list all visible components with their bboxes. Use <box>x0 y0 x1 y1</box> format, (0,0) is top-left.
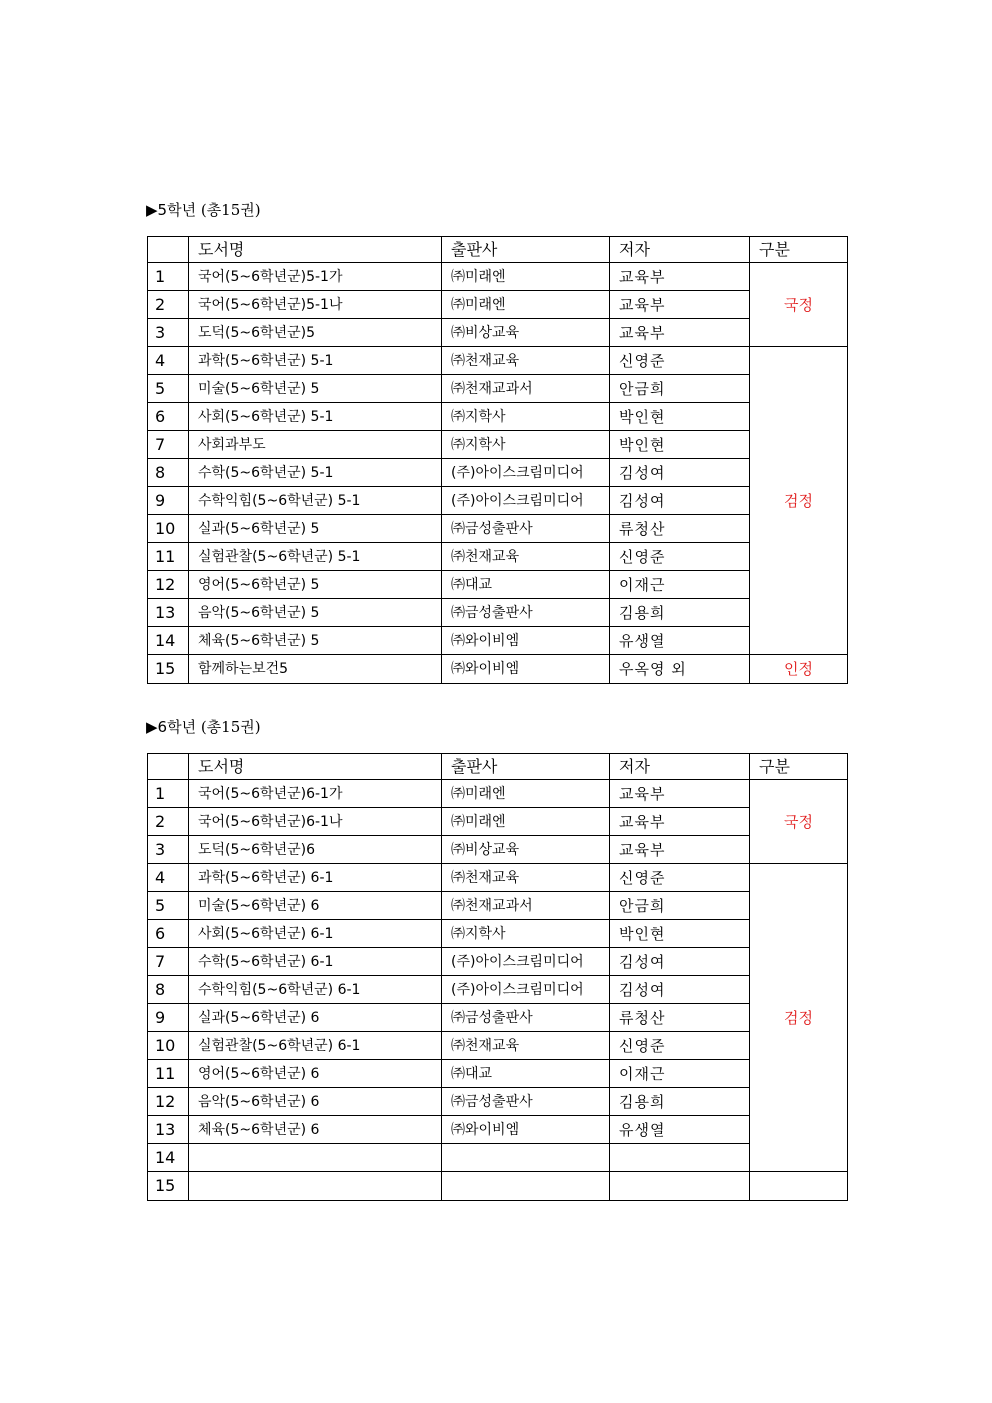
table-row <box>148 920 848 948</box>
book-publisher: ㈜지학사 <box>442 403 610 431</box>
book-author: 김성여 <box>610 487 750 515</box>
book-author: 김성여 <box>610 948 750 976</box>
table-row <box>148 403 848 431</box>
book-title: 음악(5~6학년군) 6 <box>189 1088 442 1116</box>
book-author: 김성여 <box>610 976 750 1004</box>
table-row <box>148 655 848 684</box>
row-number: 12 <box>148 1088 189 1116</box>
book-publisher: ㈜금성출판사 <box>442 1088 610 1116</box>
row-number: 4 <box>148 347 189 375</box>
book-author: 이재근 <box>610 571 750 599</box>
table-row <box>148 515 848 543</box>
book-author: 교육부 <box>610 836 750 864</box>
book-author: 교육부 <box>610 780 750 808</box>
row-number: 6 <box>148 403 189 431</box>
row-number: 13 <box>148 599 189 627</box>
book-publisher: ㈜지학사 <box>442 920 610 948</box>
table-row <box>148 487 848 515</box>
book-title: 사회(5~6학년군) 5-1 <box>189 403 442 431</box>
book-author: 김성여 <box>610 459 750 487</box>
table-row <box>148 1116 848 1144</box>
book-publisher: ㈜대교 <box>442 1060 610 1088</box>
table-row <box>148 948 848 976</box>
book-publisher: (주)아이스크림미디어 <box>442 948 610 976</box>
row-number: 3 <box>148 319 189 347</box>
book-author: 류청산 <box>610 1004 750 1032</box>
book-publisher: ㈜천재교육 <box>442 543 610 571</box>
book-title: 국어(5~6학년군)5-1가 <box>189 263 442 291</box>
book-publisher: ㈜비상교육 <box>442 836 610 864</box>
header-number <box>148 237 189 263</box>
book-author: 우옥영 외 <box>610 655 750 684</box>
table-row <box>148 459 848 487</box>
table-row <box>148 1144 848 1172</box>
book-title: 도덕(5~6학년군)6 <box>189 836 442 864</box>
row-number: 9 <box>148 1004 189 1032</box>
row-number: 4 <box>148 864 189 892</box>
row-number: 5 <box>148 375 189 403</box>
book-title: 사회과부도 <box>189 431 442 459</box>
row-number: 1 <box>148 263 189 291</box>
book-publisher: ㈜금성출판사 <box>442 515 610 543</box>
row-number: 5 <box>148 892 189 920</box>
book-author <box>610 1172 750 1201</box>
book-author: 안금희 <box>610 892 750 920</box>
table-header-row <box>148 237 848 263</box>
book-author: 유생열 <box>610 627 750 655</box>
row-number: 2 <box>148 808 189 836</box>
book-publisher: ㈜천재교과서 <box>442 375 610 403</box>
book-publisher: ㈜천재교과서 <box>442 892 610 920</box>
table-row <box>148 543 848 571</box>
grade6-heading <box>146 717 261 737</box>
book-author: 신영준 <box>610 864 750 892</box>
book-title: 음악(5~6학년군) 5 <box>189 599 442 627</box>
header-publisher: 출판사 <box>442 754 610 780</box>
book-publisher: ㈜금성출판사 <box>442 599 610 627</box>
book-publisher <box>442 1144 610 1172</box>
table-row <box>148 627 848 655</box>
book-author: 박인현 <box>610 920 750 948</box>
book-author: 안금희 <box>610 375 750 403</box>
book-title: 실험관찰(5~6학년군) 6-1 <box>189 1032 442 1060</box>
book-author: 박인현 <box>610 431 750 459</box>
row-number: 14 <box>148 627 189 655</box>
book-author: 이재근 <box>610 1060 750 1088</box>
row-number: 8 <box>148 459 189 487</box>
book-publisher <box>442 1172 610 1201</box>
book-title: 과학(5~6학년군) 5-1 <box>189 347 442 375</box>
grade6-heading-count: (총15권) <box>200 718 261 736</box>
table-header-row <box>148 754 848 780</box>
grade5-heading-count: (총15권) <box>200 201 261 219</box>
book-title: 수학(5~6학년군) 6-1 <box>189 948 442 976</box>
book-author: 박인현 <box>610 403 750 431</box>
header-title: 도서명 <box>189 237 442 263</box>
book-publisher: ㈜금성출판사 <box>442 1004 610 1032</box>
book-title: 실험관찰(5~6학년군) 5-1 <box>189 543 442 571</box>
category-national: 국정 <box>750 780 848 864</box>
header-category: 구분 <box>750 754 848 780</box>
row-number: 7 <box>148 948 189 976</box>
row-number: 9 <box>148 487 189 515</box>
header-number <box>148 754 189 780</box>
book-title: 실과(5~6학년군) 6 <box>189 1004 442 1032</box>
book-publisher: (주)아이스크림미디어 <box>442 976 610 1004</box>
book-title: 과학(5~6학년군) 6-1 <box>189 864 442 892</box>
book-title: 사회(5~6학년군) 6-1 <box>189 920 442 948</box>
grade5-heading-label: ▶5학년 <box>146 201 197 219</box>
book-author: 김용희 <box>610 1088 750 1116</box>
book-title: 도덕(5~6학년군)5 <box>189 319 442 347</box>
row-number: 15 <box>148 1172 189 1201</box>
row-number: 6 <box>148 920 189 948</box>
table-row <box>148 319 848 347</box>
category-approved: 인정 <box>750 655 848 684</box>
book-publisher: (주)아이스크림미디어 <box>442 459 610 487</box>
table-row <box>148 836 848 864</box>
row-number: 10 <box>148 515 189 543</box>
header-publisher: 출판사 <box>442 237 610 263</box>
book-publisher: (주)아이스크림미디어 <box>442 487 610 515</box>
book-title: 체육(5~6학년군) 6 <box>189 1116 442 1144</box>
book-author: 교육부 <box>610 263 750 291</box>
table-row <box>148 263 848 291</box>
table-row <box>148 291 848 319</box>
header-author: 저자 <box>610 754 750 780</box>
book-title: 미술(5~6학년군) 5 <box>189 375 442 403</box>
book-title: 수학(5~6학년군) 5-1 <box>189 459 442 487</box>
table-row <box>148 780 848 808</box>
row-number: 13 <box>148 1116 189 1144</box>
book-title <box>189 1172 442 1201</box>
row-number: 1 <box>148 780 189 808</box>
grade5-heading <box>146 200 261 220</box>
book-title: 국어(5~6학년군)6-1가 <box>189 780 442 808</box>
row-number: 8 <box>148 976 189 1004</box>
row-number: 12 <box>148 571 189 599</box>
row-number: 2 <box>148 291 189 319</box>
book-publisher: ㈜천재교육 <box>442 1032 610 1060</box>
table-row <box>148 1004 848 1032</box>
category-authorized: 검정 <box>750 347 848 655</box>
book-title: 체육(5~6학년군) 5 <box>189 627 442 655</box>
book-publisher: ㈜미래엔 <box>442 291 610 319</box>
book-title: 영어(5~6학년군) 6 <box>189 1060 442 1088</box>
book-title: 수학익힘(5~6학년군) 5-1 <box>189 487 442 515</box>
book-publisher: ㈜와이비엠 <box>442 627 610 655</box>
book-title: 국어(5~6학년군)5-1나 <box>189 291 442 319</box>
book-title: 함께하는보건5 <box>189 655 442 684</box>
book-publisher: ㈜미래엔 <box>442 263 610 291</box>
table-row <box>148 976 848 1004</box>
grade5-book-table <box>147 236 848 684</box>
grade6-book-table <box>147 753 848 1201</box>
category-empty <box>750 1172 848 1201</box>
row-number: 7 <box>148 431 189 459</box>
book-title: 실과(5~6학년군) 5 <box>189 515 442 543</box>
book-publisher: ㈜비상교육 <box>442 319 610 347</box>
book-author: 류청산 <box>610 515 750 543</box>
row-number: 11 <box>148 1060 189 1088</box>
book-author: 교육부 <box>610 319 750 347</box>
book-publisher: ㈜천재교육 <box>442 347 610 375</box>
table-row <box>148 892 848 920</box>
table-row <box>148 1172 848 1201</box>
book-author: 신영준 <box>610 347 750 375</box>
row-number: 11 <box>148 543 189 571</box>
book-publisher: ㈜와이비엠 <box>442 655 610 684</box>
table-row <box>148 808 848 836</box>
grade6-heading-label: ▶6학년 <box>146 718 197 736</box>
table-row <box>148 431 848 459</box>
book-author: 교육부 <box>610 291 750 319</box>
header-author: 저자 <box>610 237 750 263</box>
row-number: 14 <box>148 1144 189 1172</box>
book-title <box>189 1144 442 1172</box>
row-number: 15 <box>148 655 189 684</box>
table-row <box>148 1088 848 1116</box>
book-author: 신영준 <box>610 543 750 571</box>
book-publisher: ㈜대교 <box>442 571 610 599</box>
book-author: 교육부 <box>610 808 750 836</box>
book-publisher: ㈜와이비엠 <box>442 1116 610 1144</box>
book-title: 미술(5~6학년군) 6 <box>189 892 442 920</box>
table-row <box>148 571 848 599</box>
category-authorized: 검정 <box>750 864 848 1172</box>
header-title: 도서명 <box>189 754 442 780</box>
header-category: 구분 <box>750 237 848 263</box>
table-row <box>148 1060 848 1088</box>
table-row <box>148 347 848 375</box>
book-author: 김용희 <box>610 599 750 627</box>
row-number: 3 <box>148 836 189 864</box>
table-row <box>148 864 848 892</box>
table-row <box>148 599 848 627</box>
book-publisher: ㈜지학사 <box>442 431 610 459</box>
table-row <box>148 375 848 403</box>
book-title: 수학익힘(5~6학년군) 6-1 <box>189 976 442 1004</box>
book-publisher: ㈜미래엔 <box>442 780 610 808</box>
book-author: 유생열 <box>610 1116 750 1144</box>
row-number: 10 <box>148 1032 189 1060</box>
category-national: 국정 <box>750 263 848 347</box>
book-title: 국어(5~6학년군)6-1나 <box>189 808 442 836</box>
book-author: 신영준 <box>610 1032 750 1060</box>
book-publisher: ㈜미래엔 <box>442 808 610 836</box>
book-publisher: ㈜천재교육 <box>442 864 610 892</box>
table-row <box>148 1032 848 1060</box>
book-title: 영어(5~6학년군) 5 <box>189 571 442 599</box>
book-author <box>610 1144 750 1172</box>
